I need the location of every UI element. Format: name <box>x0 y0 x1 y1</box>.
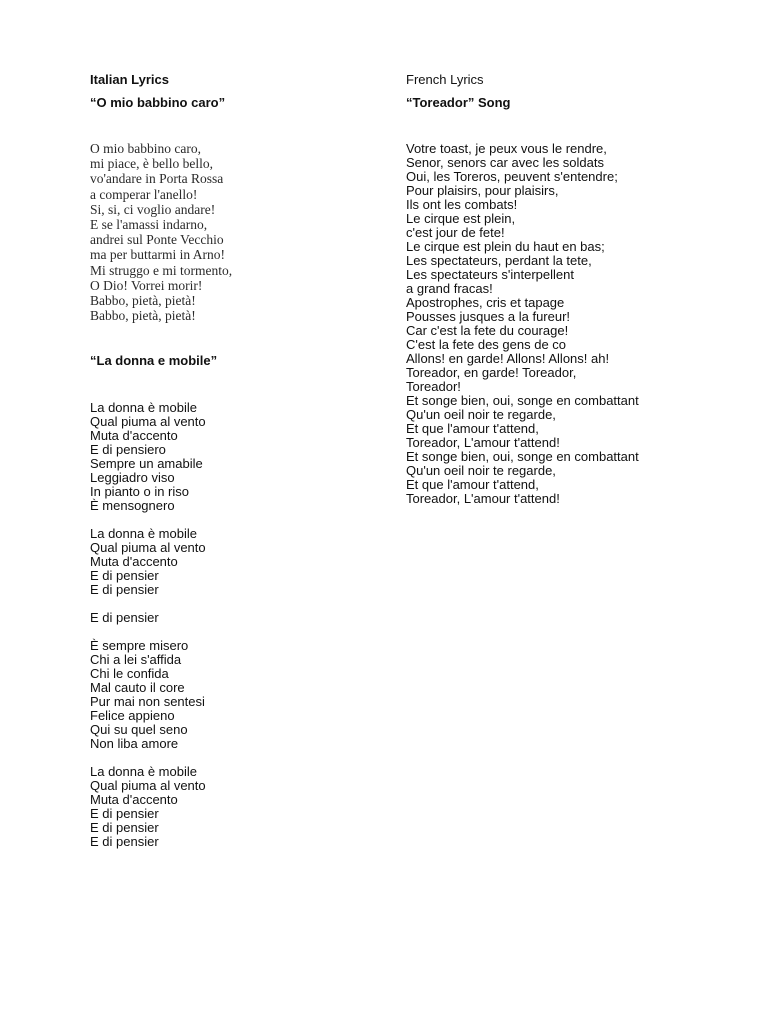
french-lyrics-column <box>406 72 736 506</box>
song-title-la-donna-e-mobile: “La donna e mobile” <box>90 353 218 369</box>
lyric-line: Qual piuma al vento <box>90 540 206 556</box>
lyric-line: Ils ont les combats! <box>406 197 518 212</box>
lyric-line: Votre toast, je peux vous le rendre, <box>406 141 607 156</box>
lyric-line: andrei sul Ponte Vecchio <box>90 232 224 248</box>
lyric-line: Le cirque est plein du haut en bas; <box>406 239 605 254</box>
lyric-line: È sempre misero <box>90 638 189 654</box>
lyric-line: E di pensiero <box>90 442 166 458</box>
lyric-line: Allons! en garde! Allons! Allons! ah! <box>406 351 610 366</box>
lyric-line: c'est jour de fete! <box>406 225 505 240</box>
lyric-line: Muta d'accento <box>90 428 178 444</box>
lyric-line: Et songe bien, oui, songe en combattant <box>406 393 639 408</box>
lyric-line: mi piace, è bello bello, <box>90 156 213 172</box>
lyric-line: Toreador, L'amour t'attend! <box>406 491 560 506</box>
lyric-stanza <box>90 527 420 597</box>
lyric-line: Felice appieno <box>90 708 175 724</box>
lyric-line: Muta d'accento <box>90 792 178 808</box>
lyric-line: Toreador, L'amour t'attend! <box>406 435 560 450</box>
song-title-toreador: “Toreador” Song <box>406 95 511 110</box>
o-mio-babbino-caro-lyrics <box>90 141 420 323</box>
lyric-line: Toreador, en garde! Toreador, <box>406 365 577 380</box>
lyric-line: Chi a lei s'affida <box>90 652 182 668</box>
lyric-line: Mal cauto il core <box>90 680 185 696</box>
italian-lyrics-column <box>90 72 420 849</box>
lyric-line: Sempre un amabile <box>90 456 203 472</box>
lyric-line: Apostrophes, cris et tapage <box>406 295 565 310</box>
lyric-line: Et que l'amour t'attend, <box>406 477 539 492</box>
lyric-stanza <box>90 611 420 625</box>
lyric-line: E se l'amassi indarno, <box>90 217 208 233</box>
lyric-line: Qual piuma al vento <box>90 414 206 430</box>
lyric-line: La donna è mobile <box>90 400 197 416</box>
lyric-line: La donna è mobile <box>90 764 197 780</box>
lyric-stanza <box>90 401 420 513</box>
lyric-line: Pur mai non sentesi <box>90 694 205 710</box>
lyric-line: Babbo, pietà, pietà! <box>90 293 196 309</box>
song-title-o-mio-babbino-caro: “O mio babbino caro” <box>90 95 226 110</box>
lyric-line: La donna è mobile <box>90 526 197 542</box>
lyric-line: Mi struggo e mi tormento, <box>90 262 233 278</box>
lyric-line: Car c'est la fete du courage! <box>406 323 569 338</box>
lyric-line: Senor, senors car avec les soldats <box>406 155 604 170</box>
lyric-line: Et songe bien, oui, songe en combattant <box>406 449 639 464</box>
lyric-line: a grand fracas! <box>406 281 493 296</box>
lyric-line: E di pensier <box>90 806 159 822</box>
lyric-line: Pour plaisirs, pour plaisirs, <box>406 183 559 198</box>
lyric-line: Si, si, ci voglio andare! <box>90 201 216 217</box>
lyric-line: Qu'un oeil noir te regarde, <box>406 407 556 422</box>
lyric-stanza <box>90 639 420 751</box>
lyric-line: Chi le confida <box>90 666 169 682</box>
lyric-line: Qui su quel seno <box>90 722 188 738</box>
french-lyrics-header: French Lyrics <box>406 72 484 87</box>
lyric-line: Et que l'amour t'attend, <box>406 421 539 436</box>
lyric-line: Le cirque est plein, <box>406 211 516 226</box>
lyric-line: O Dio! Vorrei morir! <box>90 277 203 293</box>
lyric-line: E di pensier <box>90 568 159 584</box>
lyric-line: E di pensier <box>90 820 159 836</box>
lyric-line: Leggiadro viso <box>90 470 175 486</box>
lyric-line: Pousses jusques a la fureur! <box>406 309 571 324</box>
lyric-line: ma per buttarmi in Arno! <box>90 247 225 263</box>
lyric-line: E di pensier <box>90 582 159 598</box>
lyric-stanza <box>90 765 420 849</box>
lyric-line: C'est la fete des gens de co <box>406 337 567 352</box>
lyric-line: Qu'un oeil noir te regarde, <box>406 463 556 478</box>
lyric-line: Oui, les Toreros, peuvent s'entendre; <box>406 169 618 184</box>
toreador-song-lyrics <box>406 142 736 506</box>
lyric-line: Muta d'accento <box>90 554 178 570</box>
lyric-line: È mensognero <box>90 498 175 514</box>
lyric-line: E di pensier <box>90 610 159 626</box>
lyric-line: Babbo, pietà, pietà! <box>90 308 196 324</box>
lyric-line: Qual piuma al vento <box>90 778 206 794</box>
lyric-line: Les spectateurs s'interpellent <box>406 267 574 282</box>
lyric-line: E di pensier <box>90 834 159 850</box>
lyric-line: In pianto o in riso <box>90 484 190 500</box>
lyric-line: a comperar l'anello! <box>90 186 198 202</box>
lyric-line: vo'andare in Porta Rossa <box>90 171 224 187</box>
lyric-line: O mio babbino caro, <box>90 141 201 156</box>
lyric-line: Les spectateurs, perdant la tete, <box>406 253 592 268</box>
lyric-line: Toreador! <box>406 379 461 394</box>
lyric-line: Non liba amore <box>90 736 179 752</box>
italian-lyrics-header: Italian Lyrics <box>90 72 169 87</box>
la-donna-e-mobile-lyrics <box>90 401 420 849</box>
